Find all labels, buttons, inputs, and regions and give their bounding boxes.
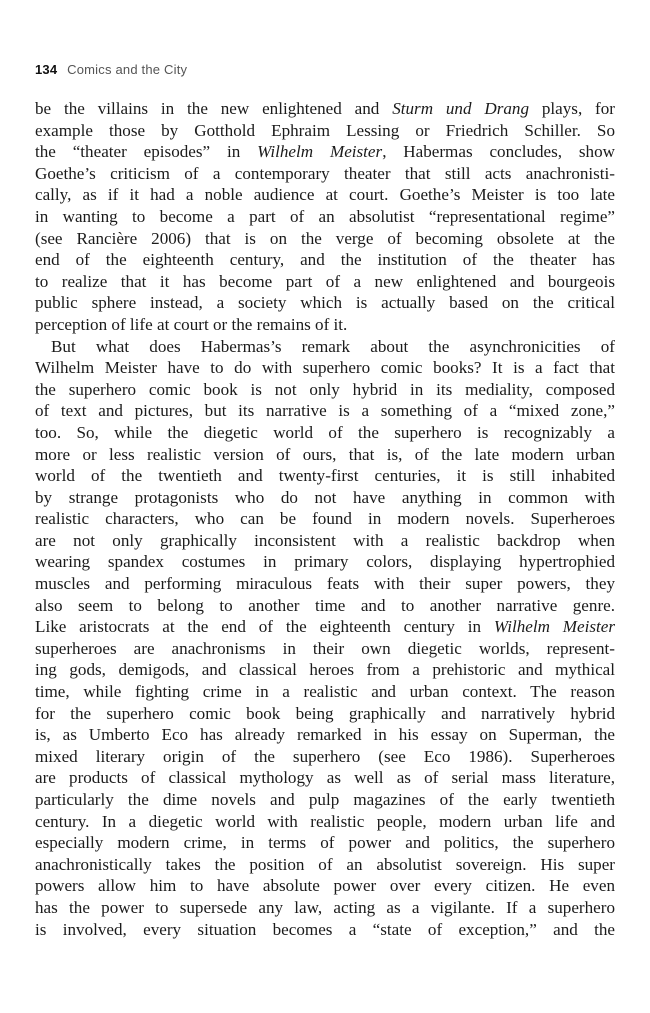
- text-line: [35, 724, 615, 746]
- text-run: public sphere instead, a society which is actually based on the critical: [35, 293, 615, 313]
- text-run: especially modern crime, in terms of power and politics, the superhero: [35, 833, 615, 853]
- text-run: wearing spandex costumes in primary colors, displaying hypertrophied: [35, 552, 615, 572]
- text-line: [35, 530, 615, 552]
- text-run: ing gods, demigods, and classical heroes from a prehistoric and mythical: [35, 660, 615, 680]
- text-run: plays, for: [529, 99, 615, 118]
- text-line: [35, 357, 615, 379]
- text-run: the superhero comic book is not only hybrid in its mediality, composed: [35, 379, 615, 399]
- text-line: [35, 811, 615, 833]
- text-run: anachronistically takes the position of an absolutist sovereign. His super: [35, 854, 615, 874]
- text-line: [35, 292, 615, 314]
- text-line: [35, 465, 615, 487]
- text-run: by strange protagonists who do not have anything in common with: [35, 487, 615, 507]
- running-head-title: Comics and the City: [67, 62, 188, 77]
- text-line: [35, 120, 615, 142]
- text-run: the “theater episodes” in: [35, 142, 258, 162]
- text-line: [35, 919, 615, 941]
- text-line: [35, 508, 615, 530]
- text-run: in wanting to become a part of an absolutist “representational regime”: [35, 206, 615, 226]
- text-run: also seem to belong to another time and to another narrative genre.: [35, 595, 615, 615]
- text-line: [35, 854, 615, 876]
- text-line: [35, 681, 615, 703]
- text-line: [35, 249, 615, 271]
- text-run: mixed literary origin of the superhero (see Eco 1986). Superheroes: [35, 746, 615, 766]
- body-text: [35, 98, 615, 940]
- text-line: [35, 638, 615, 660]
- text-run: are not only graphically inconsistent with a realistic backdrop when: [35, 530, 615, 550]
- text-run: realistic characters, who can be found in modern novels. Superheroes: [35, 509, 615, 529]
- text-run: to realize that it has become part of a new enlightened and bourgeois: [35, 271, 615, 291]
- text-run: Like aristocrats at the end of the eighteenth century in: [35, 617, 494, 637]
- text-line: [35, 551, 615, 573]
- text-run: muscles and performing miraculous feats with their super powers, they: [35, 574, 615, 594]
- text-line: [35, 228, 615, 250]
- text-line: [35, 789, 615, 811]
- text-run: has the power to supersede any law, acting as a vigilante. If a superhero: [35, 897, 615, 917]
- text-run: too. So, while the diegetic world of the superhero is recognizably a: [35, 422, 615, 442]
- text-run: superheroes are anachronisms in their own diegetic worlds, represent-: [35, 638, 615, 658]
- text-run: , Habermas concludes, show: [382, 142, 615, 162]
- text-line: [35, 163, 615, 185]
- text-line: [35, 616, 615, 638]
- text-line: [35, 897, 615, 919]
- text-run: more or less realistic version of ours, that is, of the late modern urban: [35, 444, 615, 464]
- text-line: [35, 487, 615, 509]
- text-run: is, as Umberto Eco has already remarked in his essay on Superman, the: [35, 725, 615, 745]
- text-line: [35, 379, 615, 401]
- text-line: [35, 141, 615, 163]
- running-head: [35, 62, 187, 77]
- text-line: [35, 595, 615, 617]
- italic-title: Wilhelm Meister: [257, 142, 383, 162]
- text-line: [35, 746, 615, 768]
- text-run: Goethe’s criticism of a contemporary theater that still acts anachronisti-: [35, 163, 615, 183]
- text-line: [35, 98, 615, 120]
- text-run: powers allow him to have absolute power over every citizen. He even: [35, 876, 615, 896]
- text-line: [35, 832, 615, 854]
- text-run: (see Rancière 2006) that is on the verge of becoming obsolete at the: [35, 228, 615, 248]
- text-run: cally, as if it had a noble audience at court. Goethe’s Meister is too late: [35, 185, 615, 205]
- paragraph: [35, 98, 615, 336]
- paragraph: [35, 336, 615, 941]
- text-run: world of the twentieth and twenty-first centuries, it is still inhabited: [35, 466, 615, 486]
- text-run: is involved, every situation becomes a “state of exception,” and the: [35, 919, 615, 939]
- text-run: of text and pictures, but its narrative is a something of a “mixed zone,”: [35, 401, 615, 421]
- text-run: time, while fighting crime in a realistic and urban context. The reason: [35, 682, 615, 702]
- text-line: [35, 184, 615, 206]
- text-line: [35, 336, 615, 358]
- text-run: for the superhero comic book being graphically and narratively hybrid: [35, 703, 615, 723]
- text-line: [35, 659, 615, 681]
- text-run: example those by Gotthold Ephraim Lessing or Friedrich Schiller. So: [35, 120, 615, 140]
- text-line: [35, 703, 615, 725]
- text-run: But what does Habermas’s remark about the asynchronicities of: [51, 336, 615, 356]
- text-run: century. In a diegetic world with realistic people, modern urban life and: [35, 811, 615, 831]
- italic-title: Sturm und Drang: [392, 99, 530, 118]
- text-line: [35, 875, 615, 897]
- text-run: particularly the dime novels and pulp magazines of the early twentieth: [35, 790, 615, 809]
- italic-title: Wilhelm Meister: [493, 617, 615, 637]
- text-line: [35, 573, 615, 595]
- text-line: [35, 314, 615, 336]
- text-line: [35, 400, 615, 422]
- text-line: [35, 422, 615, 444]
- text-line: [35, 444, 615, 466]
- text-run: perception of life at court or the remains of it.: [35, 314, 348, 334]
- text-line: [35, 767, 615, 789]
- text-line: [35, 271, 615, 293]
- text-run: are products of classical mythology as well as of serial mass literature,: [35, 768, 615, 788]
- page-number: 134: [35, 62, 58, 77]
- text-line: [35, 206, 615, 228]
- text-run: end of the eighteenth century, and the institution of the theater has: [35, 250, 615, 270]
- text-run: be the villains in the new enlightened and: [35, 99, 393, 118]
- text-run: Wilhelm Meister have to do with superhero comic books? It is a fact that: [35, 358, 615, 378]
